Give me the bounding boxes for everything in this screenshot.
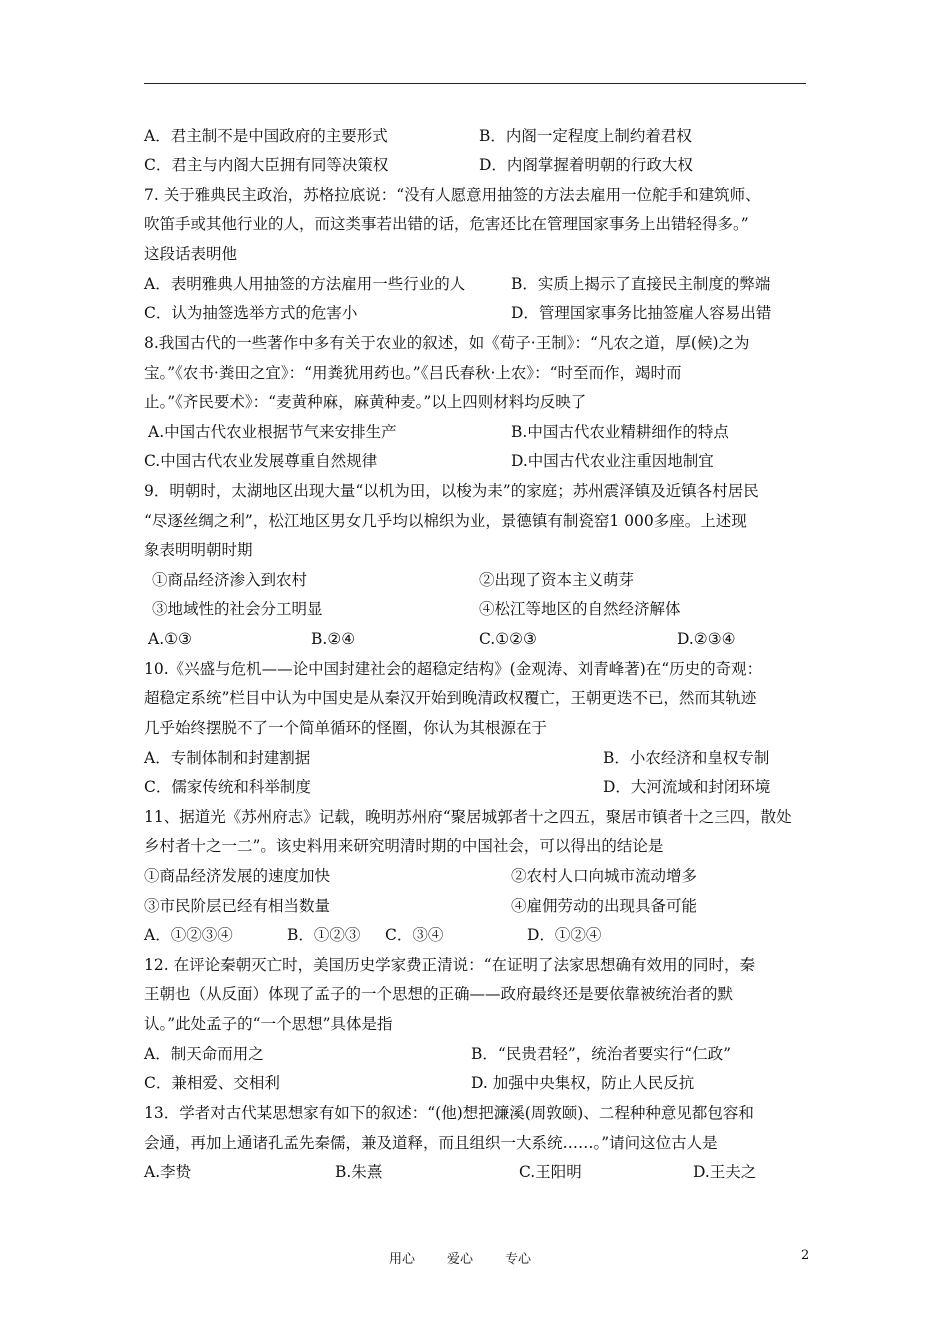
option-d: D. 加强中央集权，防止人民反抗 — [471, 1074, 695, 1092]
question-10-stem: 超稳定系统”栏目中认为中国史是从秦汉开始到晚清政权覆亡，王朝更迭不已，然而其轨迹 — [144, 689, 757, 707]
header-rule — [144, 83, 806, 84]
option-d: D.中国古代农业注重因地制宜 — [511, 452, 714, 470]
option-c: C．兼相爱、交相利 — [144, 1074, 280, 1092]
footer-text-right: 专心 — [505, 1252, 532, 1267]
page-footer — [0, 1248, 950, 1268]
footer-text-left: 用心 — [389, 1252, 416, 1267]
question-9-stem: 9．明朝时，太湖地区出现大量“以机为田，以梭为耒”的家庭；苏州震泽镇及近镇各村居民 — [144, 482, 759, 500]
question-11-stem: 乡村者十之一二”。该史料用来研究明清时期的中国社会，可以得出的结论是 — [144, 837, 664, 855]
option-d: D.王夫之 — [693, 1163, 757, 1181]
question-10-stem: 10.《兴盛与危机——论中国封建社会的超稳定结构》(金观涛、刘青峰著)在“历史的奇观： — [144, 660, 763, 678]
option-d: D.②③④ — [677, 630, 736, 648]
option-c: C．认为抽签选举方式的危害小 — [144, 304, 358, 322]
option-a: A.中国古代农业根据节气来安排生产 — [148, 423, 397, 441]
option-d: D．管理国家事务比抽签雇人容易出错 — [511, 304, 772, 322]
option-a: A．①②③④ — [144, 926, 233, 944]
option-b: B．小农经济和皇权专制 — [603, 749, 770, 767]
option-a: A．君主制不是中国政府的主要形式 — [144, 127, 388, 145]
option-b: B．“民贵君轻”，统治者要实行“仁政” — [471, 1045, 732, 1063]
question-11-stem: 11、据道光《苏州府志》记载，晚明苏州府“聚居城郭者十之四五，聚居市镇者十之三四，散处 — [144, 808, 792, 826]
statement-2: ②出现了资本主义萌芽 — [479, 571, 635, 589]
question-12-stem: 12. 在评论秦朝灭亡时，美国历史学家费正清说：“在证明了法家思想确有效用的同时，秦 — [144, 956, 756, 974]
option-a: A．表明雅典人用抽签的方法雇用一些行业的人 — [144, 275, 466, 293]
statement-1: ①商品经济渗入到农村 — [152, 571, 308, 589]
statement-1: ①商品经济发展的速度加快 — [144, 867, 331, 885]
question-12-stem: 王朝也（从反面）体现了孟子的一个思想的正确——政府最终还是要依靠被统治者的默 — [144, 985, 734, 1003]
statement-4: ④松江等地区的自然经济解体 — [479, 600, 681, 618]
option-b: B.朱熹 — [335, 1163, 383, 1181]
footer-text-middle: 爱心 — [447, 1252, 474, 1267]
question-7-stem: 这段话表明他 — [144, 245, 238, 263]
page-number: 2 — [801, 1248, 810, 1263]
option-b: B.②④ — [311, 630, 356, 648]
option-a: A.①③ — [148, 630, 192, 648]
question-12-stem: 认。”此处孟子的“一个思想”具体是指 — [144, 1015, 393, 1033]
option-c: C.王阳明 — [519, 1163, 582, 1181]
option-c: C.中国古代农业发展尊重自然规律 — [144, 452, 378, 470]
option-c: C．君主与内阁大臣拥有同等决策权 — [144, 156, 389, 174]
question-8-stem: 8.我国古代的一些著作中多有关于农业的叙述，如《荀子·王制》：“凡农之道，厚(候)之为 — [144, 334, 750, 352]
question-13-stem: 13．学者对古代某思想家有如下的叙述：“(他)想把濂溪(周敦颐)、二程种种意见都包容和 — [144, 1104, 754, 1122]
question-13-stem: 会通，再加上通诸孔孟先秦儒，兼及道释，而且组织一大系统……。”请问这位古人是 — [144, 1134, 718, 1152]
question-7-stem: 吹笛手或其他行业的人，而这类事若出错的话，危害还比在管理国家事务上出错轻得多。” — [144, 215, 749, 233]
statement-3: ③市民阶层已经有相当数量 — [144, 897, 331, 915]
statement-3: ③地域性的社会分工明显 — [152, 600, 323, 618]
option-b: B．实质上揭示了直接民主制度的弊端 — [511, 275, 771, 293]
option-b: B．内阁一定程度上制约着君权 — [479, 127, 692, 145]
statement-2: ②农村人口向城市流动增多 — [511, 867, 698, 885]
option-b: B．①②③ — [287, 926, 361, 944]
question-8-stem: 宝。”《农书·粪田之宜》：“用粪犹用药也。”《吕氏春秋·上农》：“时至而作，竭时而 — [144, 364, 682, 382]
option-d: D．①②④ — [527, 926, 602, 944]
question-10-stem: 几乎始终摆脱不了一个简单循环的怪圈，你认为其根源在于 — [144, 719, 548, 737]
option-c: C．儒家传统和科举制度 — [144, 778, 311, 796]
question-9-stem: “尽逐丝绸之利”，松江地区男女几乎均以棉织为业，景德镇有制瓷窑1 000多座。上述现 — [144, 512, 747, 530]
option-a: A．专制体制和封建割据 — [144, 749, 311, 767]
question-9-stem: 象表明明朝时期 — [144, 541, 253, 559]
option-b: B.中国古代农业精耕细作的特点 — [511, 423, 729, 441]
option-d: D．内阁掌握着明朝的行政大权 — [479, 156, 693, 174]
question-8-stem: 止。”《齐民要术》：“麦黄种麻，麻黄种麦。”以上四则材料均反映了 — [144, 393, 587, 411]
option-a: A.李贽 — [144, 1163, 192, 1181]
statement-4: ④雇佣劳动的出现具备可能 — [511, 897, 698, 915]
option-c: C．③④ — [385, 926, 444, 944]
option-a: A．制天命而用之 — [144, 1045, 264, 1063]
option-d: D．大河流域和封闭环境 — [603, 778, 771, 796]
option-c: C.①②③ — [479, 630, 537, 648]
question-7-stem: 7. 关于雅典民主政治，苏格拉底说：“没有人愿意用抽签的方法去雇用一位舵手和建筑师、 — [144, 186, 761, 204]
